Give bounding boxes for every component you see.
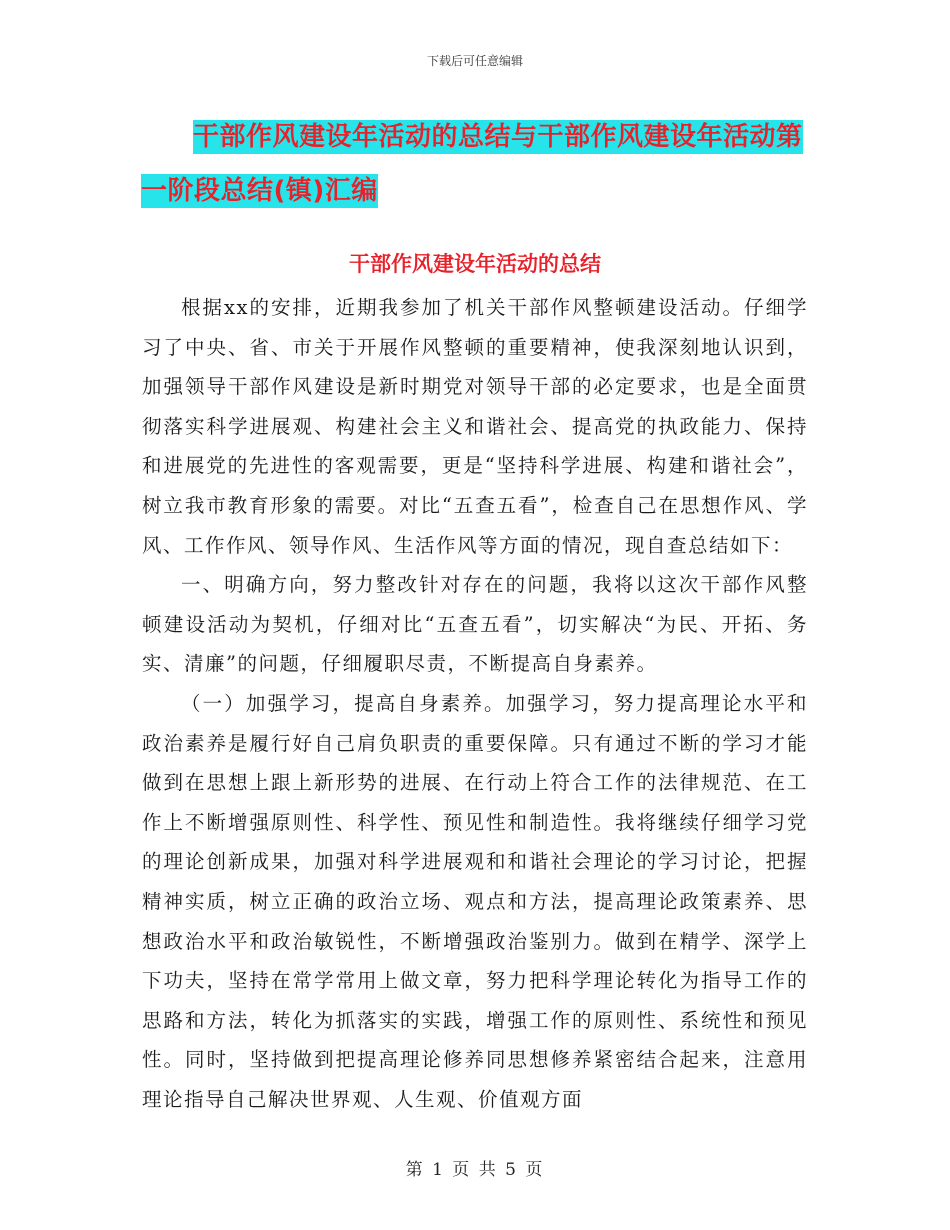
- document-body: [142, 288, 808, 1119]
- document-title: [141, 110, 813, 218]
- title-line-2: 一阶段总结(镇)汇编: [141, 176, 378, 206]
- page-number: 第 1 页 共 5 页: [405, 1160, 545, 1180]
- page-header-note: 下载后可任意编辑: [426, 54, 523, 68]
- paragraph: 根据xx的安排，近期我参加了机关干部作风整顿建设活动。仔细学习了中央、省、市关于开展作风整顿的重要精神，使我深刻地认识到，加强领导干部作风建设是新时期党对领导干部的必定要求，也是全面贯彻落实科学进展观、构建社会主义和谐社会、提高党的执政能力、保持和进展党的先进性的客观需要，更是“坚持科学进展、构建和谐社会”，树立我市教育形象的需要。对比“五查五看”，检查自己在思想作风、学风、工作作风、领导作风、生活作风等方面的情况，现自查总结如下：: [142, 296, 808, 557]
- section-title: 干部作风建设年活动的总结: [349, 252, 601, 276]
- title-line-1: 干部作风建设年活动的总结与干部作风建设年活动第: [193, 122, 803, 152]
- paragraph: 一、明确方向，努力整改针对存在的问题，我将以这次干部作风整顿建设活动为契机，仔细对比“五查五看”，切实解决“为民、开拓、务实、清廉”的问题，仔细履职尽责，不断提高自身素养。: [142, 573, 808, 676]
- paragraph: （一）加强学习，提高自身素养。加强学习，努力提高理论水平和政治素养是履行好自己肩负职责的重要保障。只有通过不断的学习才能做到在思想上跟上新形势的进展、在行动上符合工作的法律规范、在工作上不断增强原则性、科学性、预见性和制造性。我将继续仔细学习党的理论创新成果，加强对科学进展观和和谐社会理论的学习讨论，把握精神实质，树立正确的政治立场、观点和方法，提高理论政策素养、思想政治水平和政治敏锐性，不断增强政治鉴别力。做到在精学、深学上下功夫，坚持在常学常用上做文章，努力把科学理论转化为指导工作的思路和方法，转化为抓落实的实践，增强工作的原则性、系统性和预见性。同时，坚持做到把提高理论修养同思想修养紧密结合起来，注意用理论指导自己解决世界观、人生观、价值观方面: [142, 691, 808, 1111]
